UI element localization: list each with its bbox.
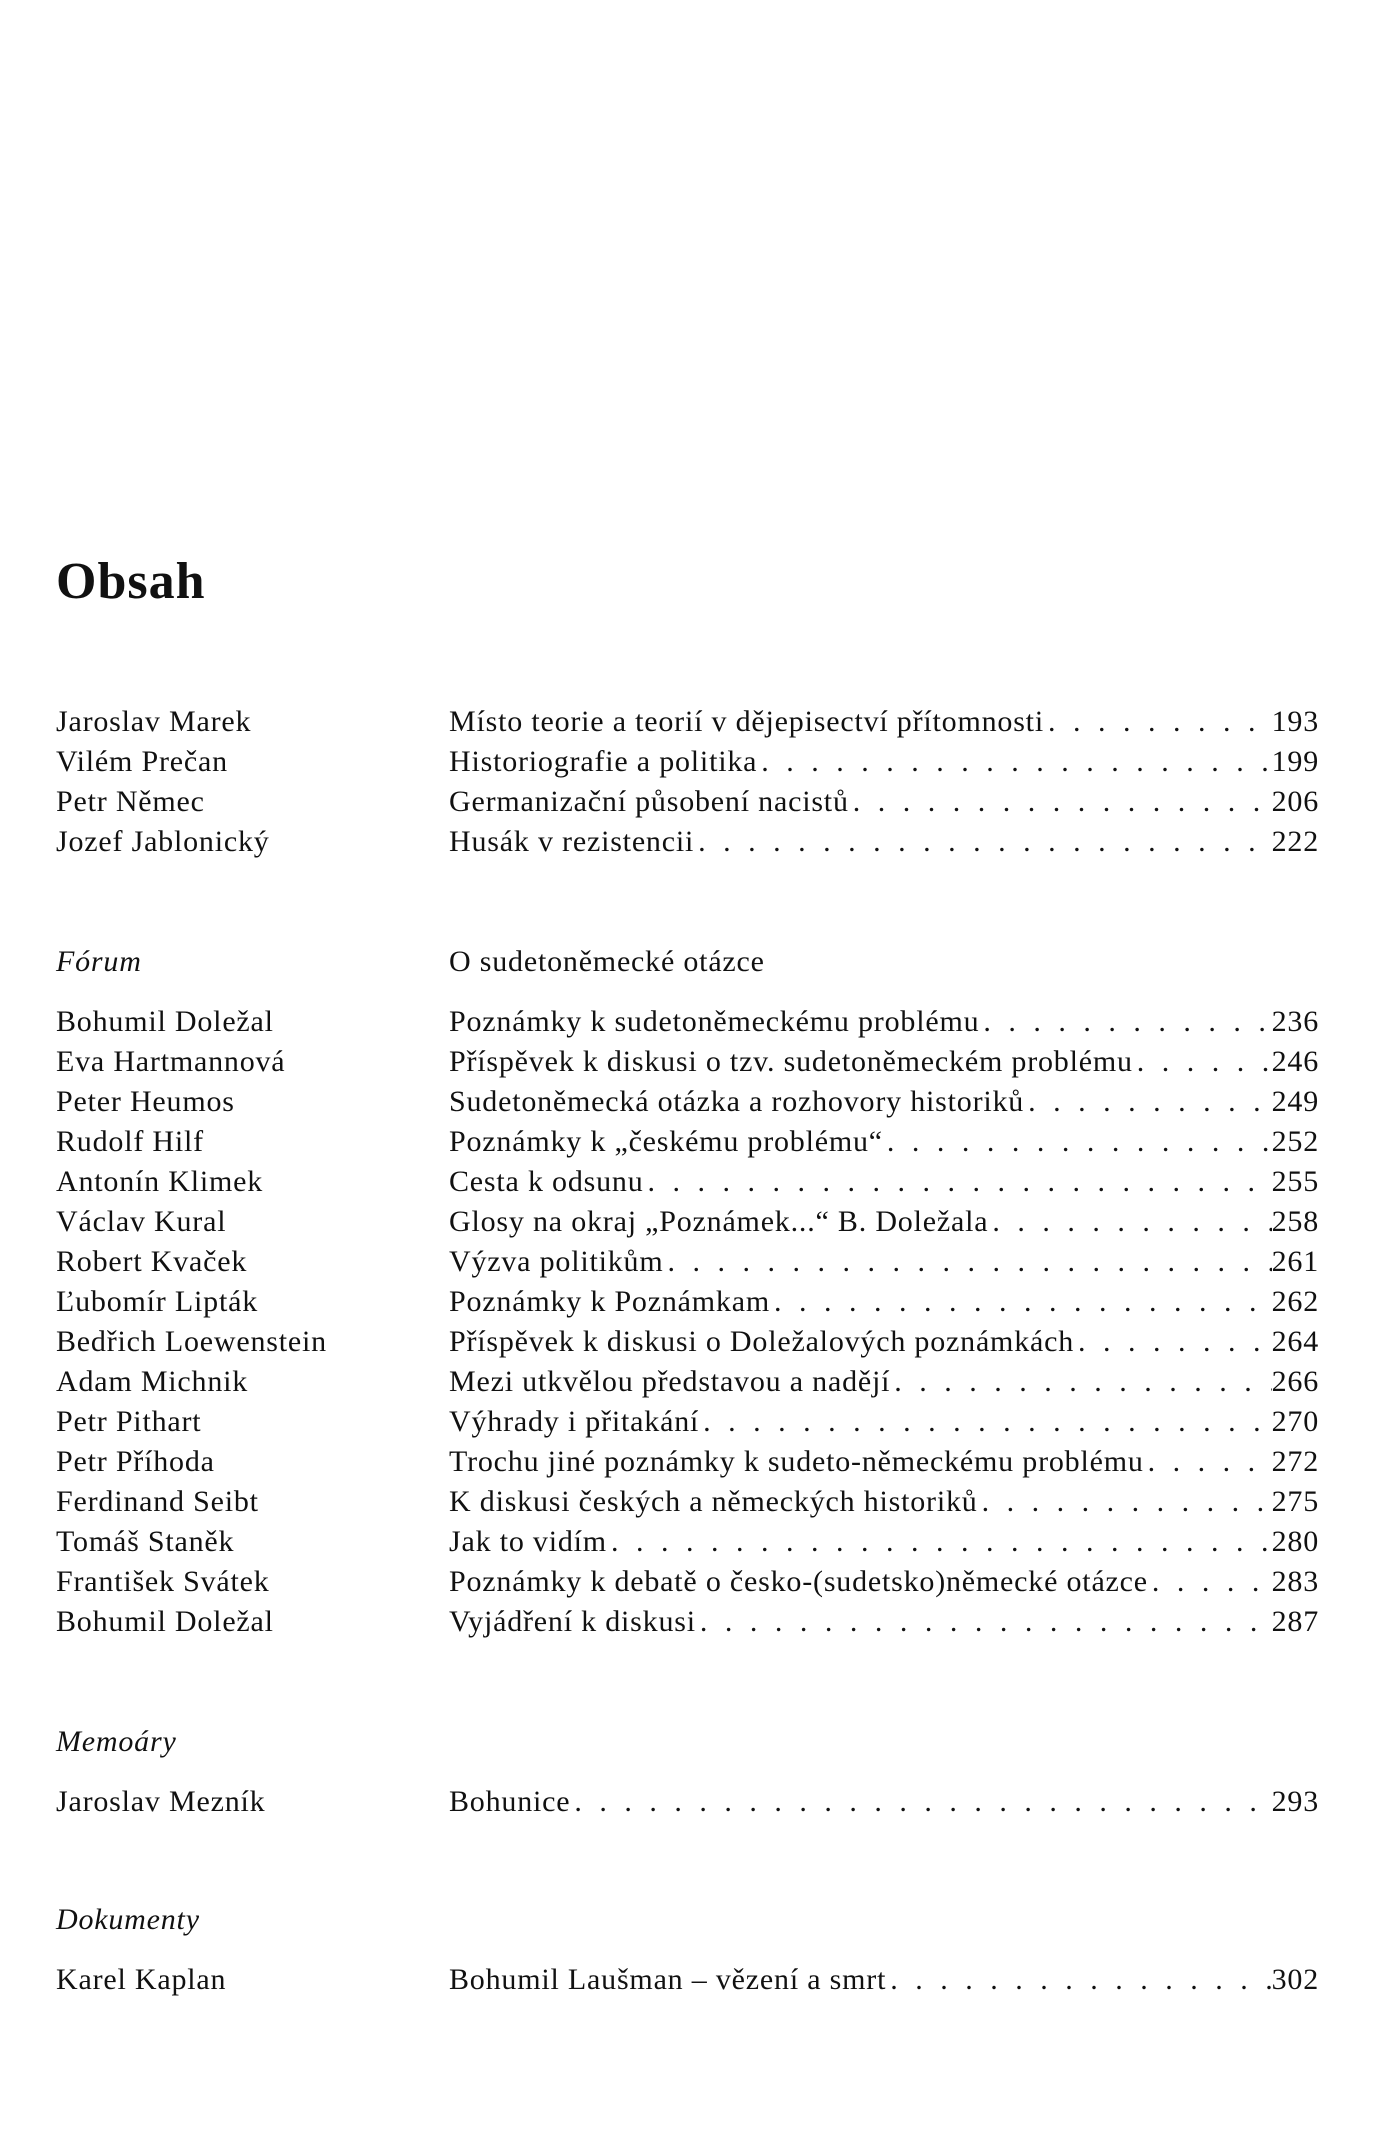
toc-page-number: 275 — [1271, 1485, 1319, 1518]
toc-entry — [0, 1122, 1397, 1162]
toc-author: Jaroslav Marek — [56, 705, 252, 738]
toc-title: Trochu jiné poznámky k sudeto-německému problému — [449, 1445, 1144, 1478]
section-label-forum: Fórum — [56, 945, 142, 978]
dot-leader — [849, 782, 1272, 822]
toc-entry — [0, 822, 1397, 862]
toc-author: Petr Němec — [56, 785, 205, 818]
toc-entry — [0, 1362, 1397, 1402]
toc-page-number: 266 — [1271, 1365, 1319, 1398]
dot-leader — [1148, 1562, 1272, 1602]
toc-entry — [0, 1482, 1397, 1522]
toc-title-line — [449, 742, 1319, 782]
toc-title-line — [449, 1782, 1319, 1822]
toc-entry — [0, 1002, 1397, 1042]
toc-author: Václav Kural — [56, 1205, 227, 1238]
toc-author: Ľubomír Lipták — [56, 1285, 258, 1318]
toc-title-line — [449, 1960, 1319, 2000]
toc-page-number: 206 — [1271, 785, 1319, 818]
toc-author: Tomáš Staněk — [56, 1525, 235, 1558]
dot-leader — [699, 1402, 1271, 1442]
toc-title-line — [449, 1562, 1319, 1602]
dot-leader — [607, 1522, 1272, 1562]
toc-title: Bohunice — [449, 1785, 571, 1818]
toc-title: Poznámky k debatě o česko-(sudetsko)německé otázce — [449, 1565, 1148, 1598]
toc-entry — [0, 1042, 1397, 1082]
toc-title-line — [449, 782, 1319, 822]
toc-title: Poznámky k „českému problému“ — [449, 1125, 883, 1158]
toc-title: Sudetoněmecká otázka a rozhovory historiků — [449, 1085, 1025, 1118]
toc-entry — [0, 1082, 1397, 1122]
dot-leader — [988, 1202, 1271, 1242]
toc-entry — [0, 1602, 1397, 1642]
toc-author: Jozef Jablonický — [56, 825, 270, 858]
toc-author: Ferdinand Seibt — [56, 1485, 259, 1518]
toc-author: Robert Kvaček — [56, 1245, 248, 1278]
dot-leader — [696, 1602, 1272, 1642]
toc-author: Adam Michnik — [56, 1365, 249, 1398]
toc-title-line — [449, 1242, 1319, 1282]
dot-leader — [978, 1482, 1272, 1522]
toc-entry — [0, 1242, 1397, 1282]
toc-title: Bohumil Laušman – vězení a smrt — [449, 1963, 887, 1996]
toc-title: K diskusi českých a německých historiků — [449, 1485, 978, 1518]
toc-author: Jaroslav Mezník — [56, 1785, 266, 1818]
toc-title-line — [449, 1202, 1319, 1242]
dot-leader — [644, 1162, 1272, 1202]
toc-title: Jak to vidím — [449, 1525, 607, 1558]
toc-page-number: 272 — [1271, 1445, 1319, 1478]
toc-page-number: 302 — [1271, 1963, 1319, 1996]
toc-author: Rudolf Hilf — [56, 1125, 204, 1158]
toc-author: Peter Heumos — [56, 1085, 235, 1118]
toc-page-number: 283 — [1271, 1565, 1319, 1598]
toc-entry — [0, 1282, 1397, 1322]
dot-leader — [883, 1122, 1272, 1162]
toc-page-number: 222 — [1271, 825, 1319, 858]
toc-title: Mezi utkvělou představou a nadějí — [449, 1365, 891, 1398]
toc-page-number: 199 — [1271, 745, 1319, 778]
toc-entry — [0, 1322, 1397, 1362]
toc-page-number: 293 — [1271, 1785, 1319, 1818]
toc-page-number: 236 — [1271, 1005, 1319, 1038]
toc-title-line — [449, 1442, 1319, 1482]
dot-leader — [770, 1282, 1272, 1322]
toc-title-line — [449, 822, 1319, 862]
toc-title-line — [449, 1522, 1319, 1562]
dot-leader — [570, 1782, 1271, 1822]
toc-entry — [0, 1782, 1397, 1822]
toc-author: Bohumil Doležal — [56, 1605, 274, 1638]
toc-entry — [0, 782, 1397, 822]
toc-author: Petr Pithart — [56, 1405, 202, 1438]
toc-entry — [0, 702, 1397, 742]
dot-leader — [979, 1002, 1271, 1042]
toc-title: Cesta k odsunu — [449, 1165, 644, 1198]
dot-leader — [1024, 1082, 1272, 1122]
toc-title: Husák v rezistencii — [449, 825, 695, 858]
toc-title-line — [449, 702, 1319, 742]
toc-page-number: 249 — [1271, 1085, 1319, 1118]
toc-author: Bedřich Loewenstein — [56, 1325, 327, 1358]
dot-leader — [1044, 702, 1272, 742]
toc-title: Příspěvek k diskusi o Doležalových poznámkách — [449, 1325, 1075, 1358]
dot-leader — [663, 1242, 1271, 1282]
toc-entry — [0, 742, 1397, 782]
toc-entry — [0, 1442, 1397, 1482]
toc-title-line — [449, 1082, 1319, 1122]
toc-page-number: 246 — [1271, 1045, 1319, 1078]
toc-title-line — [449, 1162, 1319, 1202]
toc-entry — [0, 1402, 1397, 1442]
toc-title: Germanizační působení nacistů — [449, 785, 849, 818]
dot-leader — [1133, 1042, 1272, 1082]
toc-page-number: 193 — [1271, 705, 1319, 738]
toc-author: Petr Příhoda — [56, 1445, 215, 1478]
toc-page-number: 252 — [1271, 1125, 1319, 1158]
toc-entry — [0, 1562, 1397, 1602]
dot-leader — [1144, 1442, 1272, 1482]
toc-title: Vyjádření k diskusi — [449, 1605, 696, 1638]
toc-title: Příspěvek k diskusi o tzv. sudetoněmeckém problému — [449, 1045, 1133, 1078]
toc-page-number: 270 — [1271, 1405, 1319, 1438]
dot-leader — [890, 1362, 1271, 1402]
toc-entry — [0, 1960, 1397, 2000]
section-subtitle-forum: O sudetoněmecké otázce — [449, 945, 765, 978]
toc-title-line — [449, 1602, 1319, 1642]
toc-title-line — [449, 1122, 1319, 1162]
toc-author: František Svátek — [56, 1565, 270, 1598]
toc-page-number: 258 — [1271, 1205, 1319, 1238]
toc-title-line — [449, 1042, 1319, 1082]
toc-author: Karel Kaplan — [56, 1963, 227, 1996]
section-label-memoary: Memoáry — [56, 1725, 177, 1758]
toc-title-line — [449, 1362, 1319, 1402]
dot-leader — [757, 742, 1271, 782]
toc-title: Glosy na okraj „Poznámek...“ B. Doležala — [449, 1205, 989, 1238]
toc-entry — [0, 1162, 1397, 1202]
toc-author: Vilém Prečan — [56, 745, 228, 778]
toc-entry — [0, 1202, 1397, 1242]
toc-page-number: 264 — [1271, 1325, 1319, 1358]
toc-title-line — [449, 1402, 1319, 1442]
toc-author: Eva Hartmannová — [56, 1045, 286, 1078]
toc-title: Poznámky k sudetoněmeckému problému — [449, 1005, 980, 1038]
toc-entry — [0, 1522, 1397, 1562]
toc-page-number: 261 — [1271, 1245, 1319, 1278]
toc-title: Poznámky k Poznámkam — [449, 1285, 770, 1318]
dot-leader — [886, 1960, 1271, 2000]
dot-leader — [1074, 1322, 1272, 1362]
toc-title-line — [449, 1002, 1319, 1042]
toc-page-number: 280 — [1271, 1525, 1319, 1558]
toc-title-line — [449, 1322, 1319, 1362]
toc-title: Historiografie a politika — [449, 745, 758, 778]
toc-author: Antonín Klimek — [56, 1165, 264, 1198]
toc-title-line — [449, 1482, 1319, 1522]
toc-title: Výhrady i přitakání — [449, 1405, 700, 1438]
toc-title: Místo teorie a teorií v dějepisectví přítomnosti — [449, 705, 1044, 738]
toc-title: Výzva politikům — [449, 1245, 664, 1278]
toc-page-number: 255 — [1271, 1165, 1319, 1198]
toc-page-number: 287 — [1271, 1605, 1319, 1638]
toc-page-number: 262 — [1271, 1285, 1319, 1318]
page-title: Obsah — [56, 553, 206, 610]
toc-author: Bohumil Doležal — [56, 1005, 274, 1038]
dot-leader — [694, 822, 1271, 862]
section-label-dokumenty: Dokumenty — [56, 1903, 200, 1936]
toc-title-line — [449, 1282, 1319, 1322]
